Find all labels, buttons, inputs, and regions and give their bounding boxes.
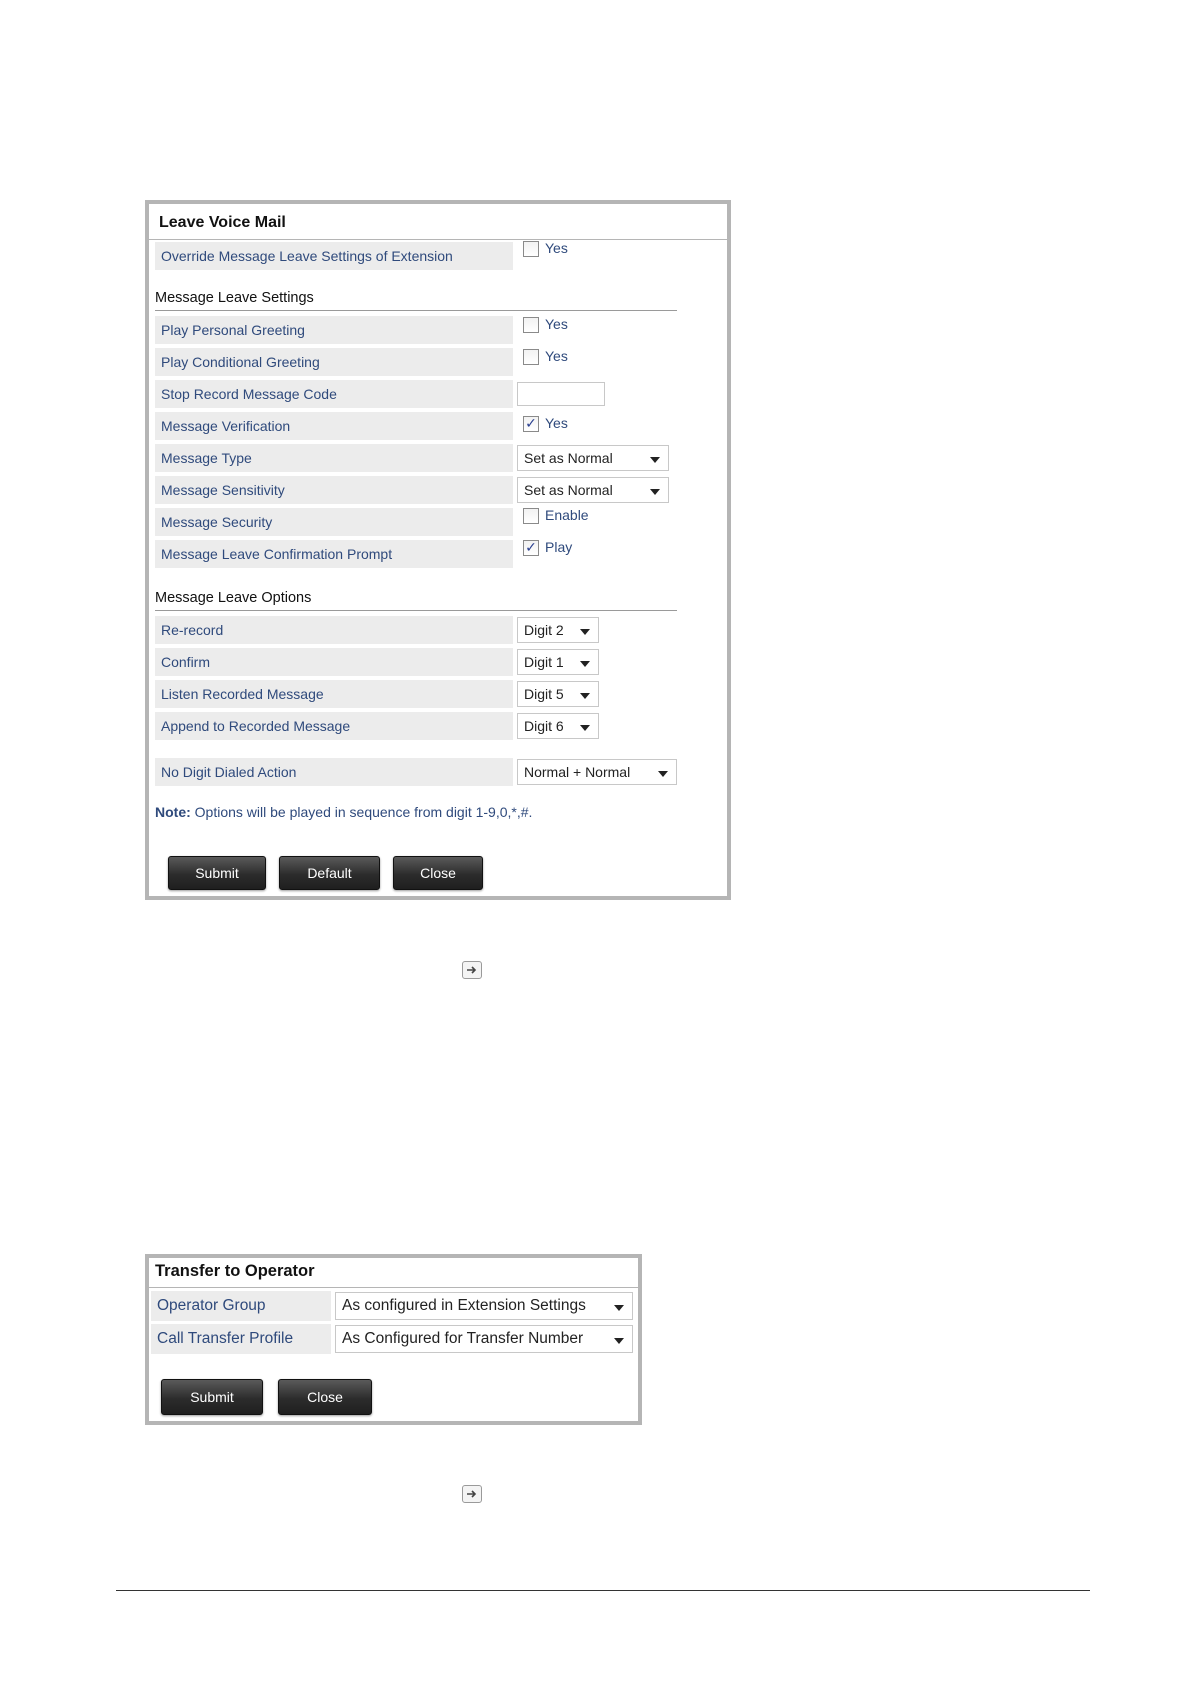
message-security-option: Enable (545, 507, 589, 523)
listen-select[interactable] (517, 681, 599, 707)
message-security-label: Message Security (155, 508, 513, 536)
operator-group-label: Operator Group (151, 1291, 331, 1321)
check-icon: ✓ (525, 416, 537, 432)
verification-label: Message Verification (155, 412, 513, 440)
call-transfer-label: Call Transfer Profile (151, 1324, 331, 1354)
panel-title: Transfer to Operator (155, 1262, 315, 1280)
stop-record-label: Stop Record Message Code (155, 380, 513, 408)
message-sensitivity-value: Set as Normal (524, 482, 613, 498)
chevron-down-icon (580, 629, 590, 635)
check-icon: ✓ (525, 540, 537, 556)
confirm-select[interactable] (517, 649, 599, 675)
call-transfer-value: As Configured for Transfer Number (342, 1330, 584, 1347)
default-button[interactable]: Default (279, 856, 380, 890)
message-sensitivity-select[interactable] (517, 477, 669, 503)
confirm-prompt-label: Message Leave Confirmation Prompt (155, 540, 513, 568)
play-personal-label: Play Personal Greeting (155, 316, 513, 344)
close-button[interactable]: Close (393, 856, 483, 890)
chevron-down-icon (614, 1338, 624, 1344)
play-personal-checkbox[interactable] (523, 317, 539, 333)
append-select[interactable] (517, 713, 599, 739)
chevron-down-icon (658, 771, 668, 777)
confirm-prompt-checkbox[interactable] (523, 540, 539, 556)
message-sensitivity-label: Message Sensitivity (155, 476, 513, 504)
close-button[interactable]: Close (278, 1379, 372, 1415)
operator-group-select[interactable] (335, 1292, 633, 1320)
chevron-down-icon (650, 489, 660, 495)
chevron-down-icon (580, 693, 590, 699)
append-value: Digit 6 (524, 718, 564, 734)
confirm-label: Confirm (155, 648, 513, 676)
operator-group-value: As configured in Extension Settings (342, 1297, 586, 1314)
section-divider (155, 310, 677, 311)
arrow-right-icon (462, 1485, 482, 1503)
call-transfer-select[interactable] (335, 1325, 633, 1353)
section-title-options: Message Leave Options (155, 590, 312, 606)
chevron-down-icon (650, 457, 660, 463)
stop-record-input[interactable] (517, 382, 605, 406)
listen-value: Digit 5 (524, 686, 564, 702)
leave-voicemail-panel (145, 200, 731, 900)
note-body: Options will be played in sequence from digit 1-9,0,*,#. (190, 804, 533, 820)
note-prefix: Note: (155, 804, 191, 820)
override-checkbox[interactable] (523, 241, 539, 257)
confirm-value: Digit 1 (524, 654, 564, 670)
no-digit-label: No Digit Dialed Action (155, 758, 513, 786)
chevron-down-icon (580, 725, 590, 731)
verification-checkbox[interactable] (523, 416, 539, 432)
title-divider (149, 239, 727, 240)
rerecord-select[interactable] (517, 617, 599, 643)
submit-button[interactable]: Submit (161, 1379, 263, 1415)
footer-divider (116, 1590, 1090, 1591)
play-personal-option: Yes (545, 316, 568, 332)
submit-button[interactable]: Submit (168, 856, 266, 890)
confirm-prompt-option: Play (545, 539, 573, 555)
message-type-label: Message Type (155, 444, 513, 472)
play-conditional-checkbox[interactable] (523, 349, 539, 365)
override-label: Override Message Leave Settings of Extension (155, 242, 513, 270)
chevron-down-icon (580, 661, 590, 667)
rerecord-value: Digit 2 (524, 622, 564, 638)
note-text (155, 804, 532, 820)
message-type-value: Set as Normal (524, 450, 613, 466)
chevron-down-icon (614, 1305, 624, 1311)
panel-title: Leave Voice Mail (159, 214, 286, 231)
arrow-right-icon (462, 961, 482, 979)
section-title-settings: Message Leave Settings (155, 290, 314, 306)
play-conditional-option: Yes (545, 348, 568, 364)
no-digit-value: Normal + Normal (524, 764, 631, 780)
play-conditional-label: Play Conditional Greeting (155, 348, 513, 376)
append-label: Append to Recorded Message (155, 712, 513, 740)
transfer-operator-panel (145, 1254, 642, 1425)
title-divider (149, 1287, 638, 1288)
section-divider (155, 610, 677, 611)
override-option: Yes (545, 240, 568, 256)
message-security-checkbox[interactable] (523, 508, 539, 524)
no-digit-select[interactable] (517, 759, 677, 785)
verification-option: Yes (545, 415, 568, 431)
rerecord-label: Re-record (155, 616, 513, 644)
message-type-select[interactable] (517, 445, 669, 471)
listen-label: Listen Recorded Message (155, 680, 513, 708)
